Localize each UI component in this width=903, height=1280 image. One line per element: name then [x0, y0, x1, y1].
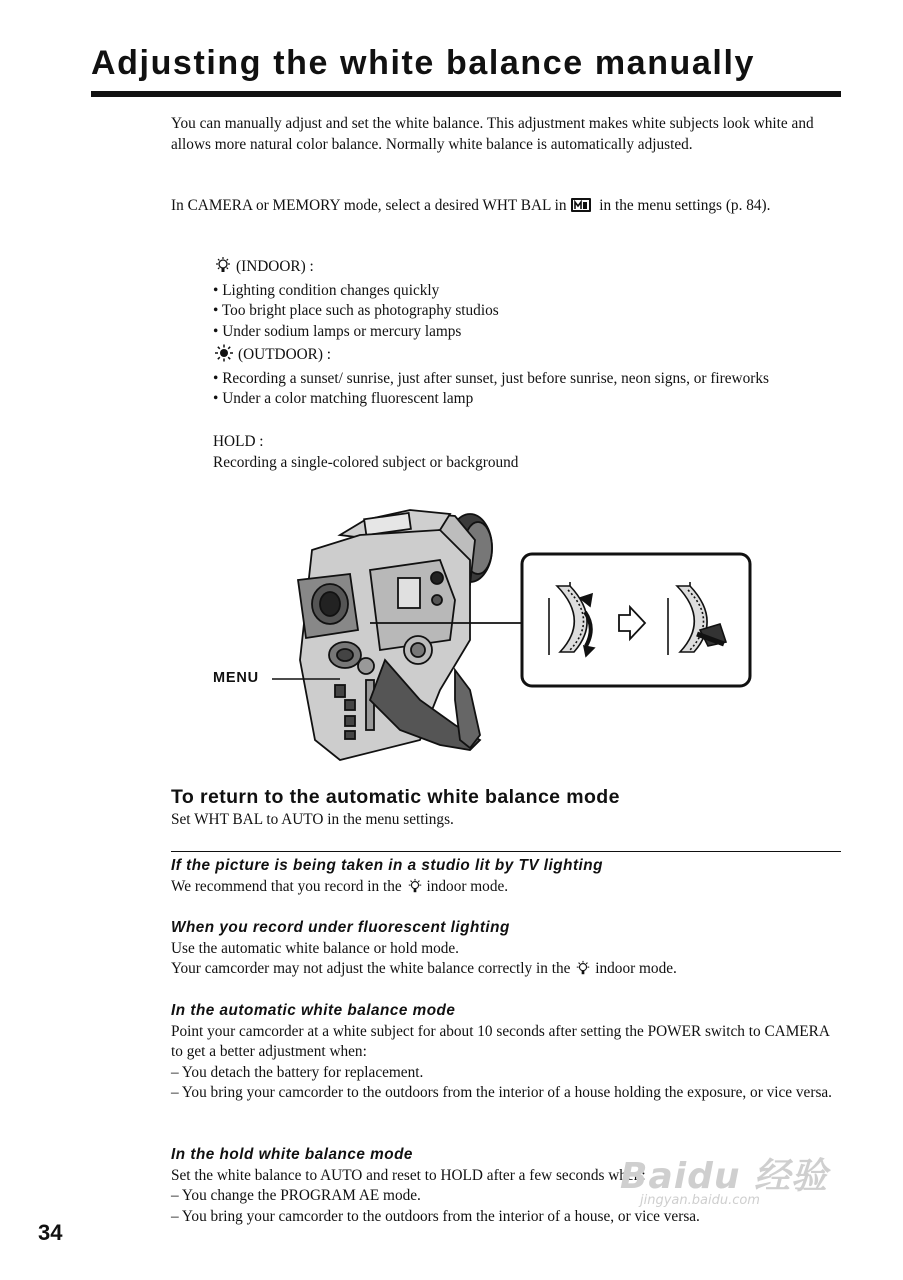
notes-divider: [171, 851, 841, 852]
note-text: Your camcorder may not adjust the white balance correctly in the indoor mode.: [171, 959, 841, 983]
list-item: • Recording a sunset/ sunrise, just after sunset, just before sunrise, neon signs, or fireworks: [213, 369, 769, 387]
indoor-bulb-icon: [574, 960, 592, 983]
list-item: • Lighting condition changes quickly: [213, 281, 440, 299]
note-studio: [171, 856, 841, 900]
note-heading: If the picture is being taken in a studio lit by TV lighting: [171, 857, 603, 874]
outdoor-label: (OUTDOOR) :: [238, 346, 332, 363]
note-heading: When you record under fluorescent lighting: [171, 919, 510, 936]
intro-paragraph: You can manually adjust and set the white balance. This adjustment makes white subjects look white and allows more natural color balance. Normally white balance is automatically adjusted.: [171, 115, 814, 153]
list-item: • Under a color matching fluorescent lamp: [213, 390, 474, 407]
list-item: • Under sodium lamps or mercury lamps: [213, 322, 462, 340]
list-item: – You bring your camcorder to the outdoors from the interior of a house holding the exposure, or vice versa.: [171, 1084, 833, 1101]
list-item: – You detach the battery for replacement.: [171, 1063, 424, 1081]
page-title: Adjusting the white balance manually: [91, 44, 756, 82]
watermark: [620, 1148, 828, 1208]
return-heading: To return to the automatic white balance mode: [171, 786, 620, 808]
indoor-label: (INDOOR) :: [236, 258, 314, 275]
indoor-bulb-icon: [406, 878, 424, 901]
note-heading: In the automatic white balance mode: [171, 1002, 456, 1019]
instruction-text-a: In CAMERA or MEMORY mode, select a desired WHT BAL in: [171, 197, 567, 214]
list-item: • Too bright place such as photography studios: [213, 302, 499, 319]
note-heading: In the hold white balance mode: [171, 1146, 413, 1163]
watermark-url: jingyan.baidu.com: [640, 1193, 760, 1208]
page-number: 34: [38, 1220, 63, 1245]
camcorder-icon: [298, 510, 492, 760]
note-auto-mode: [171, 1001, 841, 1104]
list-item: – You bring your camcorder to the outdoors from the interior of a house, or vice versa.: [171, 1207, 700, 1225]
menu-button-label: MENU: [213, 670, 259, 686]
note-text: Set the white balance to AUTO and reset to HOLD after a few seconds when:: [171, 1166, 646, 1184]
note-fluorescent: [171, 918, 841, 983]
instruction-text-b: in the menu settings (p. 84).: [599, 197, 771, 214]
note-text: We recommend that you record in the indoor mode.: [171, 877, 841, 901]
watermark-brand: Baidu 经验: [620, 1156, 829, 1197]
hold-label: HOLD :: [213, 433, 264, 450]
note-text: Use the automatic white balance or hold mode.: [171, 939, 459, 957]
list-item: – You change the PROGRAM AE mode.: [171, 1187, 421, 1204]
note-text: Point your camcorder at a white subject for about 10 seconds after setting the POWER switch to CAMERA to get a better adjustment when:: [171, 1022, 830, 1060]
return-text: Set WHT BAL to AUTO in the menu settings.: [171, 811, 454, 828]
hold-description: Recording a single-colored subject or background: [213, 453, 519, 471]
